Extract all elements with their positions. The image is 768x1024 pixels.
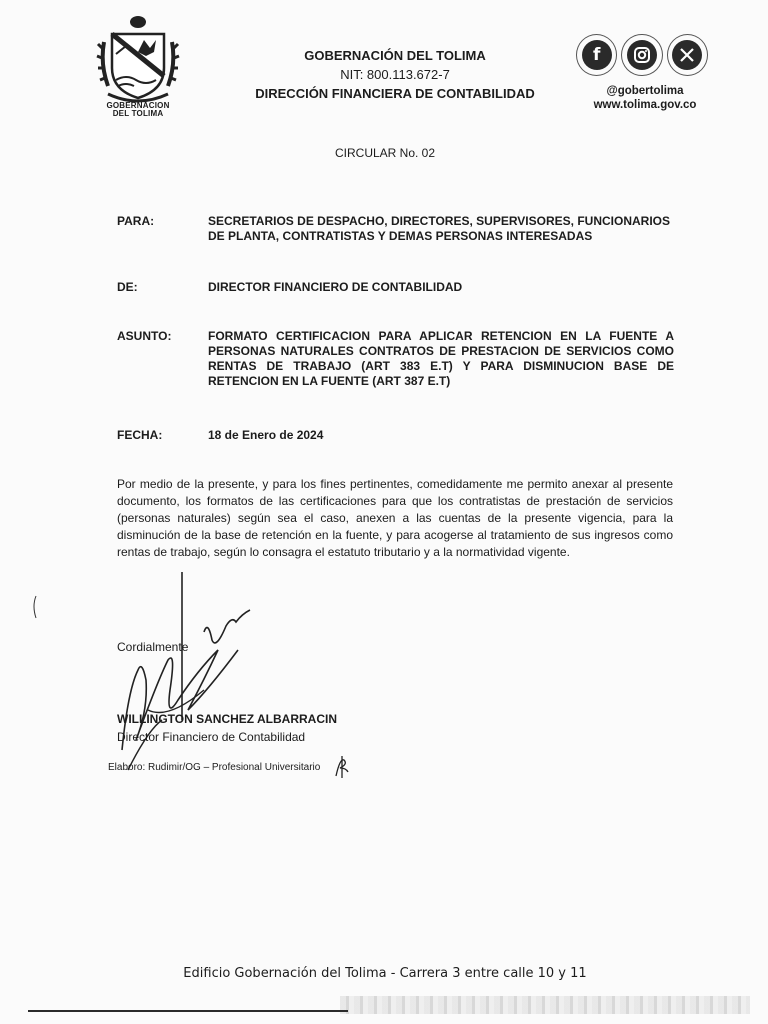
footer-rule	[28, 1010, 348, 1012]
asunto-label: ASUNTO:	[117, 329, 172, 343]
margin-mark	[30, 594, 38, 620]
de-value: DIRECTOR FINANCIERO DE CONTABILIDAD	[208, 280, 463, 294]
footer-address: Edificio Gobernación del Tolima - Carrera 3 entre calle 10 y 11	[183, 966, 587, 981]
logo-caption	[94, 102, 182, 118]
initials-mark	[332, 754, 352, 780]
body-paragraph: Por medio de la presente, y para los fines pertinentes, comedidamente me permito anexar al presente documento, los formatos de las certificaciones para que los contratistas de prestación de servicios (personas naturales) según sea el caso, anexen a las cuentas de la presente vigencia, para la disminución de la base de retención en la fuente, y para acogerse al tratamiento de sus ingresos como rentas de trabajo, según lo consagra el estatuto tributario y a la normatividad vigente.	[117, 477, 673, 559]
letterhead	[230, 46, 560, 103]
para-value: SECRETARIOS DE DESPACHO, DIRECTORES, SUPERVISORES, FUNCIONARIOS DE PLANTA, CONTRATISTAS Y DEMAS PERSONAS INTERESADAS	[208, 214, 670, 243]
logo-caption-line1: GOBERNACION	[106, 101, 170, 110]
circular-number: CIRCULAR No. 02	[334, 146, 436, 160]
signer-name: WILLINGTON SANCHEZ ALBARRACIN	[117, 712, 337, 726]
signer-title: Director Financiero de Contabilidad	[117, 730, 306, 744]
closing: Cordialmente	[117, 640, 189, 654]
fecha-value: 18 de Enero de 2024	[208, 428, 324, 442]
para-label: PARA:	[117, 214, 155, 228]
org-name: GOBERNACIÓN DEL TOLIMA	[304, 48, 486, 63]
fecha-label: FECHA:	[117, 428, 163, 442]
nit: NIT: 800.113.672-7	[340, 67, 450, 82]
social-handle: @gobertolima	[606, 85, 684, 97]
contact-info	[580, 84, 710, 112]
prepared-by: Elaboro: Rudimir/OG – Profesional Universitario	[108, 762, 321, 773]
de-label: DE:	[117, 280, 138, 294]
department-name: DIRECCIÓN FINANCIERA DE CONTABILIDAD	[255, 86, 535, 101]
instagram-icon	[621, 34, 662, 76]
logo-caption-line2: DEL TOLIMA	[112, 109, 164, 118]
facebook-icon: f	[576, 34, 617, 76]
website: www.tolima.gov.co	[593, 99, 697, 111]
asunto-value: FORMATO CERTIFICACION PARA APLICAR RETENCION EN LA FUENTE A PERSONAS NATURALES CONTRATOS DE PRESTACION DE SERVICIOS COMO RENTAS DE TRABAJO (ART 383 E.T) Y PARA DISMINUCION BASE DE RETENCION EN LA FUENTE (ART 387 E.T)	[208, 329, 674, 388]
handwritten-signature	[108, 570, 258, 790]
social-icons	[576, 34, 708, 78]
footer-band	[340, 996, 750, 1014]
x-icon	[667, 34, 708, 76]
